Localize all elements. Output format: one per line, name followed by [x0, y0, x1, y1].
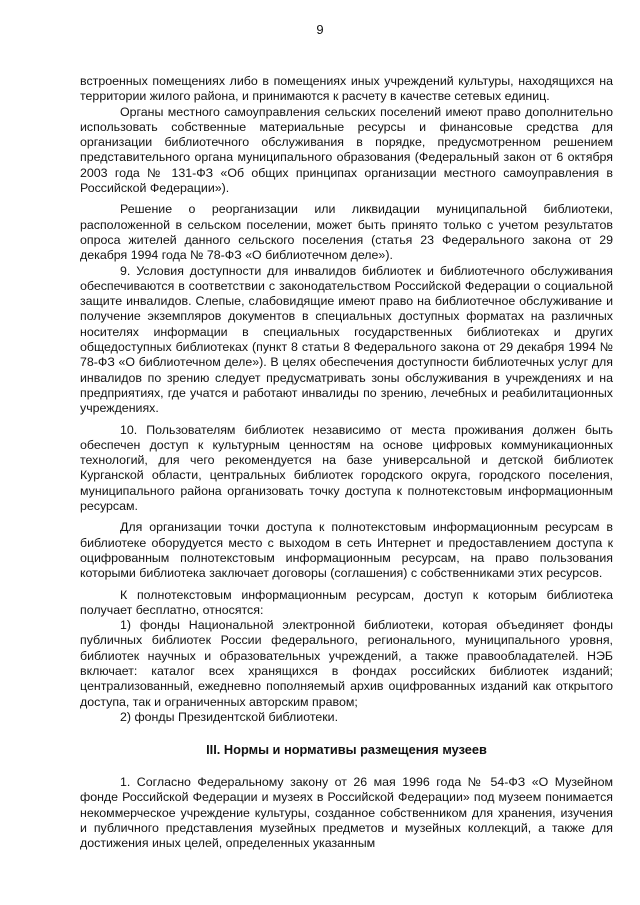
paragraph: Решение о реорганизации или ликвидации муниципальной библиотеки, расположенной в сельском поселении, может быть принято только с учетом результатов опроса жителей данного сельского поселения (статья 23 Федерального закона от 29 декабря 1994 года № 78-ФЗ «О библиотечном деле»).	[80, 202, 613, 263]
list-item: 1) фонды Национальной электронной библиотеки, которая объединяет фонды публичных библиотек России федерального, регионального, муниципального уровня, библиотек научных и образовательных учреждений, а также правообладателей. НЭБ включает: каталог всех хранящихся в фондах российских библиотек изданий; централизованный, ежедневно пополняемый архив оцифрованных изданий как открытого доступа, так и ограниченных авторским правом;	[80, 618, 613, 709]
page-number: 9	[316, 22, 324, 37]
list-item: 2) фонды Президентской библиотеки.	[120, 709, 339, 724]
paragraph: 9. Условия доступности для инвалидов библиотек и библиотечного обслуживания обеспечиваются в соответствии с законодательством Российской Федерации о социальной защите инвалидов. Слепые, слабовидящие имеют право на библиотечное обслуживание и получение экземпляров документов в специальных доступных форматах на различных носителях информации в специальных государственных библиотеках и других общедоступных библиотеках (пункт 8 статьи 8 Федерального закона от 29 декабря 1994 № 78-ФЗ «О библиотечном деле»). В целях обеспечения доступности библиотечных услуг для инвалидов по зрению следует предусматривать зоны обслуживания в учреждениях и на предприятиях, где учатся и работают инвалиды по зрению, лечебных и реабилитационных учреждениях.	[80, 263, 613, 416]
paragraph: Для организации точки доступа к полнотекстовым информационным ресурсам в библиотеке оборудуется место с выходом в сеть Интернет и предоставлением доступа к оцифрованным полнотекстовым информационным ресурсам, на право пользования которыми библиотека заключает договоры (соглашения) с собственниками этих ресурсов.	[80, 520, 613, 581]
section-heading: III. Нормы и нормативы размещения музеев	[206, 742, 487, 758]
body-text	[80, 74, 613, 852]
paragraph: К полнотекстовым информационным ресурсам, доступ к которым библиотека получает бесплатно, относятся:	[80, 587, 613, 617]
paragraph: 1. Согласно Федеральному закону от 26 мая 1996 года № 54-ФЗ «О Музейном фонде Российской Федерации и музеях в Российской Федерации» под музеем понимается некоммерческое учреждение культуры, созданное собственником для хранения, изучения и публичного представления музейных предметов и музейных коллекций, а также для достижения иных целей, определенных указанным	[80, 775, 613, 851]
paragraph: 10. Пользователям библиотек независимо от места проживания должен быть обеспечен доступ к культурным ценностям на основе цифровых коммуникационных технологий, для чего рекомендуется на базе универсальной и детской библиотек Курганской области, центральных библиотек городского округа, городского поселения, муниципального района организовать точку доступа к полнотекстовым информационным ресурсам.	[80, 422, 613, 514]
paragraph: Органы местного самоуправления сельских поселений имеют право дополнительно использовать собственные материальные ресурсы и финансовые средства для организации библиотечного обслуживания в порядке, предусмотренном решением представительного органа муниципального образования (Федеральный закон от 6 октября 2003 года № 131-ФЗ «Об общих принципах организации местного самоуправления в Российской Федерации»).	[80, 104, 613, 196]
paragraph: встроенных помещениях либо в помещениях иных учреждений культуры, находящихся на территории жилого района, и принимаются к расчету в качестве сетевых единиц.	[80, 74, 613, 104]
